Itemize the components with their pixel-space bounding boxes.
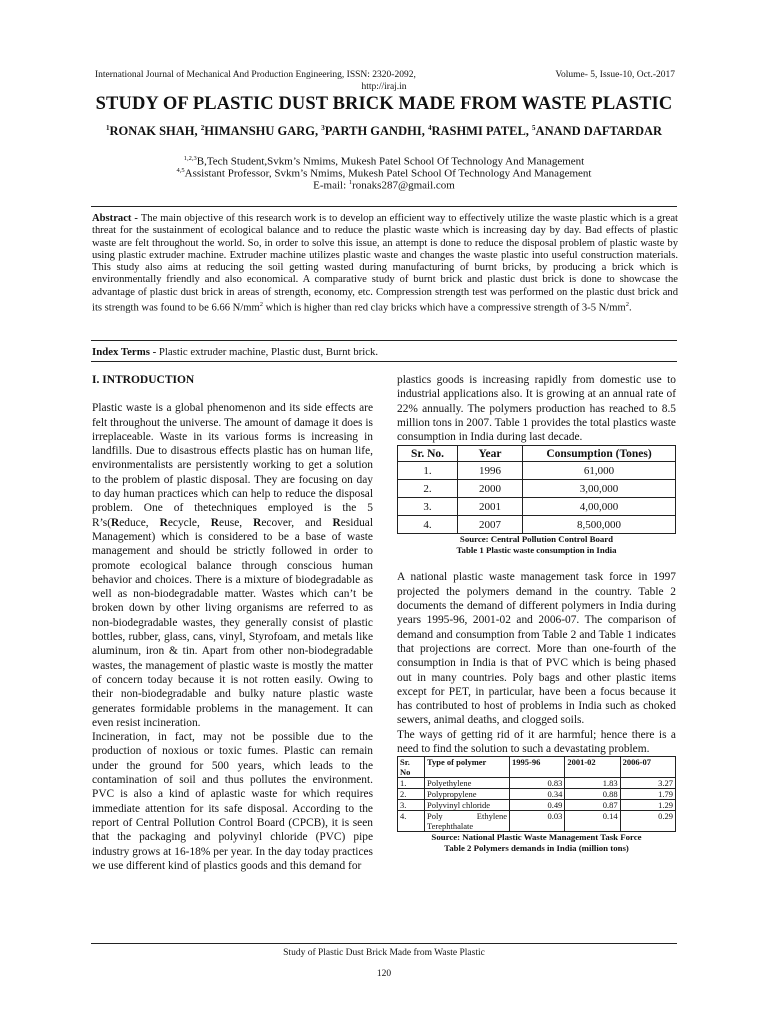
index-terms-text: Plastic extruder machine, Plastic dust, Burnt brick. [158, 346, 379, 358]
para-text: ecycle, [167, 516, 211, 529]
table-header-cell: Type of polymer [425, 757, 510, 778]
journal-volume: Volume- 5, Issue-10, Oct.-2017 [555, 70, 675, 80]
table-cell: 0.29 [620, 811, 675, 832]
journal-name: International Journal of Mechanical And Production Engineering, ISSN: 2320-2092, [95, 70, 416, 80]
abstract-text-cont: which is higher than red clay bricks which have a compressive strength of 3-5 N/mm [262, 302, 626, 314]
para-text: esidual [340, 516, 373, 529]
para-text: euse, [219, 516, 254, 529]
intro-paragraph-5: The ways of getting rid of it are harmful; hence there is a need to find the solution to such a devastating problem. [397, 728, 676, 756]
table-cell: 4,00,000 [523, 498, 676, 516]
table-cell: 1996 [458, 462, 523, 480]
table-row [398, 480, 676, 498]
right-column [397, 373, 676, 854]
table-cell: 1. [398, 778, 425, 789]
index-bottom-rule [91, 361, 677, 362]
unit-sup: 2 [625, 301, 629, 309]
r-letter: R [210, 516, 220, 529]
table-1 [397, 445, 676, 534]
table-header-cell: 2001-02 [565, 757, 620, 778]
table-2-source: Source: National Plastic Waste Management Task Force [431, 832, 642, 843]
table-header-cell: 1995-96 [510, 757, 565, 778]
table-header-cell: Sr. No. [398, 446, 458, 462]
table-cell: Polyethylene [425, 778, 510, 789]
intro-paragraph-2: Incineration, in fact, may not be possible due to the production of noxious or toxic fumes. Plastic can remain under the ground for 500 years, which leads to the contamination of soil and thus pollutes the environment. PVC is also a kind of aplastic waste for which requires immediate attention for its safe disposal. According to the report of Central Pollution Control Board (CPCB), it is seen that the packaging and polyvinyl chloride (PVC) pipe industry grows at 16-18% per year. In the day today practices we use different kind of plastics goods and this demand for [92, 731, 373, 872]
r-letter: R [111, 516, 120, 529]
table-cell: 3. [398, 800, 425, 811]
table-cell: 8,500,000 [523, 516, 676, 534]
page-number: 120 [376, 969, 392, 979]
table-row [398, 811, 676, 832]
table-cell: 0.49 [510, 800, 565, 811]
table-header-row [398, 446, 676, 462]
unit-sup: 2 [259, 301, 263, 309]
abstract-text: The main objective of this research work is to develop an efficient way to effectively utilize the waste plastic which is a great threat for the sustainment of ecological balance and to reduce the plastic waste which is increasing day by day. Bad effects of plastic waste are felt throughout the world. So, in order to solve this issue, an attempt is done to reduce the disposal problem of plastic waste by using plastic extruder machine. Extruder machine utilizes plastic waste and changes the waste plastic into useful construction materials. This study also aims at reducing the soil getting wasted during manufacturing of burnt bricks, by producing a brick which is environmentally friendly and also economical. A comparative study of burnt brick and plastic dust brick is done to showcase the advantage of plastic dust brick in areas of strength, economy, etc. Compression strength test was performed on the plastic dust brick and its strength was found to be 6.66 N/mm [92, 213, 679, 314]
table-2-caption: Table 2 Polymers demands in India (million tons) [444, 843, 629, 854]
affiliation-sup: 1,2,3 [183, 155, 197, 162]
author-sup: 5 [532, 124, 536, 132]
email-label: E-mail: [313, 179, 349, 192]
paper-title: STUDY OF PLASTIC DUST BRICK MADE FROM WASTE PLASTIC [95, 94, 673, 114]
intro-paragraph-4: A national plastic waste management task force in 1997 projected the polymers demand in the country. Table 2 documents the demand of different polymers in India during years 1995-96, 2001-02 and 2006-07. The comparison of demand and consumption from Table 2 and Table 1 indicates that projections are correct. More than one-fourth of the consumption in India is that of PVC which is being phased out in many countries. Poly bags and other plastic items except for PET, in particular, have been a focus because it has contributed to host of problems in India such as choked sewers, animal deaths, and clogged soils. [397, 571, 676, 727]
abstract [92, 213, 678, 315]
r-letter: R [159, 516, 168, 529]
table-cell: 0.03 [510, 811, 565, 832]
r-letter: R [253, 516, 262, 529]
journal-url[interactable]: http://iraj.in [361, 82, 407, 92]
running-footer: Study of Plastic Dust Brick Made from Waste Plastic [283, 948, 485, 958]
abstract-label: Abstract - [92, 213, 141, 224]
table-cell: 3.27 [620, 778, 675, 789]
index-terms [92, 346, 678, 358]
table-cell: 61,000 [523, 462, 676, 480]
intro-paragraph-3: plastics goods is increasing rapidly from domestic use to industrial applications also. It is growing at an annual rate of 22% annually. The polymers production has reached to 8.5 million tons in 2007. Table 1 provides the total plastics waste consumption in India during last decade. [397, 374, 676, 444]
affiliation-text: Assistant Professor, Svkm’s Nmims, Mukesh Patel School Of Technology And Management [184, 167, 592, 180]
para-text: educe, [119, 516, 160, 529]
author-name: HIMANSHU GARG, [204, 124, 322, 139]
affiliation-sup: 4,5 [176, 167, 185, 174]
abstract-end: . [628, 302, 632, 314]
table-cell: 2001 [458, 498, 523, 516]
table-header-cell: Year [458, 446, 523, 462]
author-name: RONAK SHAH, [109, 124, 201, 139]
r-letter: R [332, 516, 341, 529]
table-row [398, 800, 676, 811]
table-cell: 0.83 [510, 778, 565, 789]
para-text: Plastic waste is a global phenomenon and its side effects are felt throughout the universe. The amount of damage it does is irreplaceable. Waste in its various forms is increasing in landfills. Due to disastrous effects plastic has on human life, environmentalists are persistently working to get a solution to the problem of plastic disposal. They are focusing on day to day human practices which can help to reduce the disposal problem. One of thetechniques employed is the 5 R’s( [92, 402, 373, 529]
table-cell: 1. [398, 462, 458, 480]
footer-rule [91, 943, 677, 944]
section-heading: I. INTRODUCTION [92, 374, 195, 386]
table-cell: 1.83 [565, 778, 620, 789]
table-cell: 3,00,000 [523, 480, 676, 498]
table-cell: 1.29 [620, 800, 675, 811]
left-column [92, 373, 373, 873]
affiliation-text: B,Tech Student,Svkm’s Nmims, Mukesh Patel School Of Technology And Management [196, 155, 585, 168]
table-cell: Poly Ethylene Terephthalate [425, 811, 510, 832]
author-sup: 3 [321, 124, 325, 132]
table-cell: Polyvinyl chloride [425, 800, 510, 811]
email-sup: 1 [348, 179, 353, 186]
table-row [398, 498, 676, 516]
table-header-row [398, 757, 676, 778]
table-cell: 0.87 [565, 800, 620, 811]
author-name: ANAND DAFTARDAR [535, 124, 663, 139]
table-header-cell: 2006-07 [620, 757, 675, 778]
table-row [398, 778, 676, 789]
table-row [398, 789, 676, 800]
table-1-source: Source: Central Pollution Control Board [459, 534, 614, 545]
author-sup: 4 [427, 124, 432, 132]
table-cell: Polypropylene [425, 789, 510, 800]
table-row [398, 462, 676, 480]
author-email [0, 177, 768, 192]
table-cell: 4. [398, 811, 425, 832]
intro-paragraph-1 [92, 401, 373, 730]
table-1-caption: Table 1 Plastic waste consumption in India [456, 545, 617, 556]
author-sup: 1 [105, 124, 110, 132]
table-cell: 2. [398, 789, 425, 800]
table-cell: 0.14 [565, 811, 620, 832]
table-row [398, 516, 676, 534]
table-cell: 3. [398, 498, 458, 516]
table-cell: 0.34 [510, 789, 565, 800]
table-cell: 4. [398, 516, 458, 534]
author-list [0, 124, 768, 139]
table-cell: 0.88 [565, 789, 620, 800]
spacer [397, 556, 676, 570]
author-name: PARTH GANDHI, [324, 124, 428, 139]
abstract-top-rule [91, 206, 677, 207]
table-cell: 1.79 [620, 789, 675, 800]
index-top-rule [91, 340, 677, 341]
table-cell: 2000 [458, 480, 523, 498]
para-text: Management) which is considered to be a base of waste management and should be strictly followed in order to promote ecological balance through conscious human behavior and choices. There is a mixture of biodegradable as well as non-biodegradable matter. Wastes which can’t be broken down by other living organisms are referred to as non-biodegradable wastes, they generally consist of plastic bottles, rubber, glass, cans, vinyl, Styrofoam, and metals like aluminum, iron & tin. Apart from other non-biodegradable wastes, the management of plastic waste is mostly the matter of concern today because it is not rotten easily. Owing to their non-biodegradable and bulky nature plastic waste generates formidable problems in the management. It can even resist incineration. [92, 530, 373, 729]
table-header-cell: Consumption (Tones) [523, 446, 676, 462]
table-2 [397, 756, 676, 832]
email-address[interactable]: ronaks287@gmail.com [352, 179, 455, 192]
para-text: ecover, and [261, 516, 333, 529]
author-sup: 2 [200, 124, 205, 132]
table-cell: 2007 [458, 516, 523, 534]
index-terms-label: Index Terms - [92, 346, 159, 358]
author-name: RASHMI PATEL, [431, 124, 533, 139]
table-header-cell: Sr. No [398, 757, 425, 778]
table-cell: 2. [398, 480, 458, 498]
journal-header [95, 70, 675, 82]
